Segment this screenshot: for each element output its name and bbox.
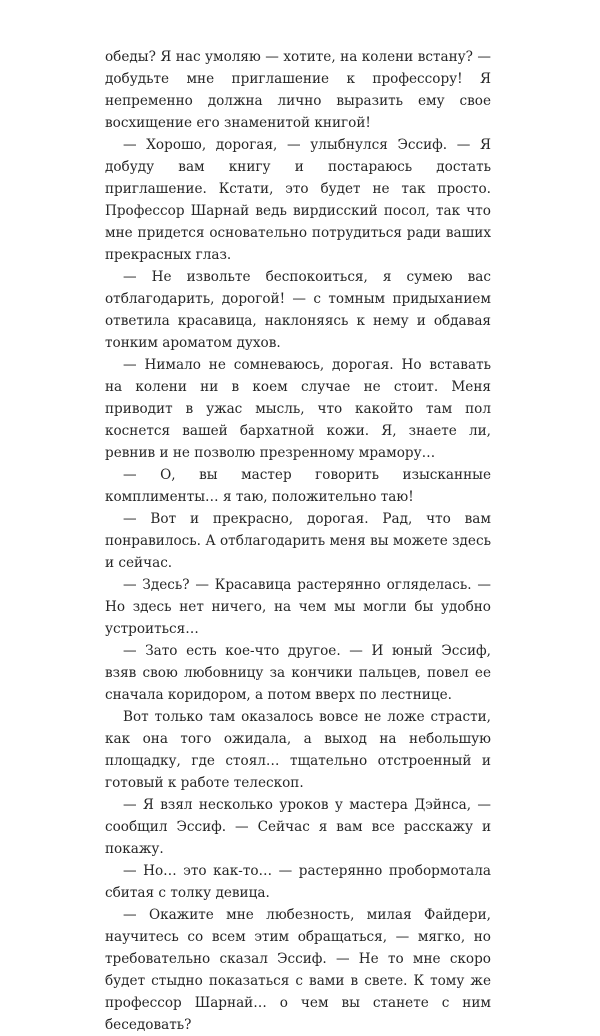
paragraph: — Зато есть кое-что другое. — И юный Эссиф, взяв свою любовницу за кончики пальцев, повел ее сначала коридором, а потом вверх по лестнице.: [105, 643, 491, 703]
paragraph: — Не извольте беспокоиться, я сумею вас отблагодарить, дорогой! — с томным придыханием ответила красавица, наклоняясь к нему и обдавая тонким ароматом духов.: [105, 269, 491, 351]
paragraph: — Здесь? — Красавица растерянно огляделась. — Но здесь нет ничего, на чем мы могли бы удобно устроиться…: [105, 577, 491, 637]
paragraph: обеды? Я нас умоляю — хотите, на колени встану? — добудьте мне приглашение к профессору! Я непременно должна лично выразить ему свое восхищение его знаменитой книгой!: [105, 49, 491, 131]
paragraph: — О, вы мастер говорить изысканные комплименты… я таю, положительно таю!: [105, 467, 491, 505]
paragraph: — Окажите мне любезность, милая Файдери, научитесь со всем этим обращаться, — мягко, но требовательно сказал Эссиф. — Не то мне скоро будет стыдно показаться с вами в свете. К тому же профессор Шарнай… о чем вы станете с ним беседовать?: [105, 907, 491, 1033]
page-text: [105, 46, 491, 1036]
paragraph: Вот только там оказалось вовсе не ложе страсти, как она того ожидала, а выход на небольшую площадку, где стоял… тщательно отстроенный и готовый к работе телескоп.: [105, 709, 491, 791]
paragraph: — Нимало не сомневаюсь, дорогая. Но вставать на колени ни в коем случае не стоит. Меня приводит в ужас мысль, что какойто там пол коснется вашей бархатной кожи. Я, знаете ли, ревнив и не позволю презренному мрамору…: [105, 357, 491, 461]
paragraph: — Но… это как-то… — растерянно пробормотала сбитая с толку девица.: [105, 863, 491, 901]
paragraph: — Вот и прекрасно, дорогая. Рад, что вам понравилось. А отблагодарить меня вы можете здесь и сейчас.: [105, 511, 491, 571]
paragraph: — Хорошо, дорогая, — улыбнулся Эссиф. — Я добуду вам книгу и постараюсь достать приглашение. Кстати, это будет не так просто. Профессор Шарнай ведь вирдисский посол, так что мне придется основательно потрудиться ради ваших прекрасных глаз.: [105, 137, 491, 263]
paragraph: — Я взял несколько уроков у мастера Дэйнса, — сообщил Эссиф. — Сейчас я вам все расскажу и покажу.: [105, 797, 491, 857]
